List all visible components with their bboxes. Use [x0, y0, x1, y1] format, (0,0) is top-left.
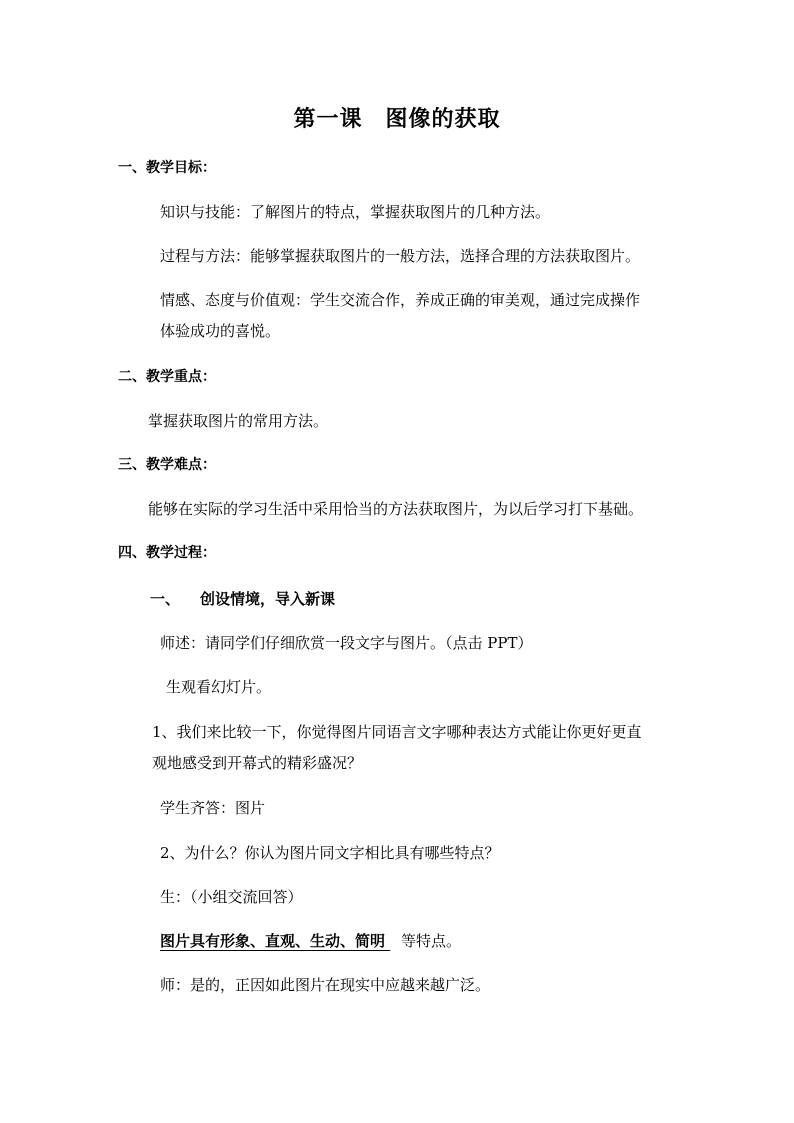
- step1-number: 一、: [150, 590, 181, 608]
- teaching-difficulty-text: 能够在实际的学习生活中采用恰当的方法获取图片，为以后学习打下基础。: [148, 500, 644, 518]
- question-1-line-2: 观地感受到开幕式的精彩盛况？: [152, 754, 363, 772]
- goal-process-method: 过程与方法：能够掌握获取图片的一般方法，选择合理的方法获取图片。: [160, 247, 641, 265]
- teaching-key-heading: 二、教学重点：: [118, 369, 216, 385]
- goal-emotion-line-2: 体验成功的喜悦。: [160, 322, 281, 340]
- features-underlined: 图片具有形象、直观、生动、简明: [160, 932, 386, 950]
- features-suffix: 等特点。: [401, 932, 462, 950]
- teaching-key-text: 掌握获取图片的常用方法。: [148, 412, 329, 430]
- question-2: 2、为什么？你认为图片同文字相比具有哪些特点？: [160, 844, 500, 862]
- teacher-conclusion: 师：是的，正因如此图片在现实中应越来越广泛。: [160, 976, 491, 994]
- teaching-goals-heading: 一、教学目标：: [118, 160, 216, 176]
- step1-title: 创设情境，导入新课: [200, 590, 336, 608]
- step1-heading: [150, 589, 335, 609]
- goal-knowledge-skill: 知识与技能：了解图片的特点，掌握获取图片的几种方法。: [160, 203, 551, 221]
- page-title: 第一课 图像的获取: [293, 106, 501, 132]
- answer-1: 学生齐答：图片: [160, 799, 266, 817]
- teacher-intro: 师述：请同学们仔细欣赏一段文字与图片。（点击 PPT）: [160, 634, 533, 652]
- teaching-process-heading: 四、教学过程：: [118, 545, 216, 561]
- student-group-answer: 生：（小组交流回答）: [160, 888, 303, 906]
- goal-emotion-line-1: 情感、态度与价值观：学生交流合作，养成正确的审美观，通过完成操作: [160, 291, 641, 309]
- student-watch: 生观看幻灯片。: [166, 678, 272, 696]
- question-1-line-1: 1、我们来比较一下，你觉得图片同语言文字哪种表达方式能让你更好更直: [152, 723, 642, 741]
- features-line: [160, 931, 461, 951]
- teaching-difficulty-heading: 三、教学难点：: [118, 457, 216, 473]
